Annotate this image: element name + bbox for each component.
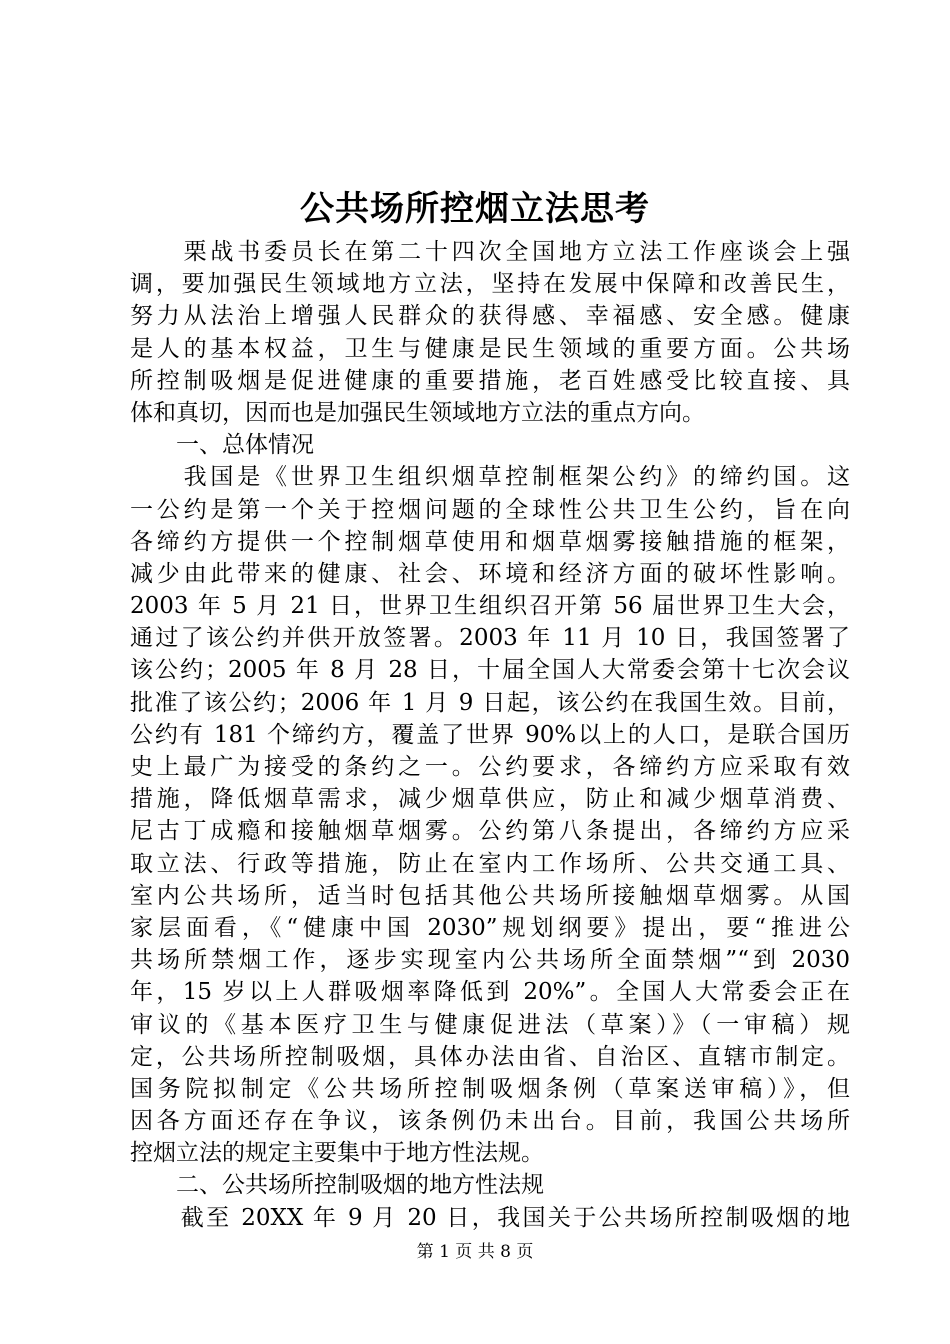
text-line: 我国是《世界卫生组织烟草控制框架公约》的缔约国。这 (130, 464, 850, 491)
text-line: 调，要加强民生领域地方立法，坚持在发展中保障和改善民生， (130, 271, 850, 298)
text-line: 该公约；2005 年 8 月 28 日，十届全国人大常委会第十七次会议 (130, 657, 850, 684)
text-line: 减少由此带来的健康、社会、环境和经济方面的破坏性影响。 (130, 560, 850, 587)
text-line: 史上最广为接受的条约之一。公约要求，各缔约方应采取有效 (130, 754, 850, 780)
text-line: 共场所禁烟工作，逐步实现室内公共场所全面禁烟”“到 2030 (130, 947, 850, 974)
text-line: 2003 年 5 月 21 日，世界卫生组织召开第 56 届世界卫生大会， (130, 593, 850, 620)
text-line: 批准了该公约；2006 年 1 月 9 日起，该公约在我国生效。目前， (130, 689, 850, 716)
text-line: 尼古丁成瘾和接触烟草烟雾。公约第八条提出，各缔约方应采 (130, 818, 850, 845)
text-line: 家层面看，《“健康中国 2030”规划纲要》提出，要“推进公 (130, 914, 850, 941)
text-line: 年，15 岁以上人群吸烟率降低到 20%”。全国人大常委会正在 (130, 979, 850, 1006)
page-footer: 第 1 页 共 8 页 (416, 1242, 534, 1262)
text-line: 公约有 181 个缔约方，覆盖了世界 90%以上的人口，是联合国历 (130, 721, 850, 748)
text-line: 截至 20XX 年 9 月 20 日，我国关于公共场所控制吸烟的地 (130, 1204, 850, 1231)
text-line: 取立法、行政等措施，防止在室内工作场所、公共交通工具、 (130, 850, 850, 877)
text-line: 努力从法治上增强人民群众的获得感、幸福感、安全感。健康 (130, 303, 850, 330)
text-line: 审议的《基本医疗卫生与健康促进法（草案）》（一审稿）规 (130, 1011, 850, 1038)
text-line: 定，公共场所控制吸烟，具体办法由省、自治区、直辖市制定。 (130, 1043, 850, 1070)
text-line: 所控制吸烟是促进健康的重要措施，老百姓感受比较直接、具 (130, 367, 850, 394)
text-line: 一公约是第一个关于控烟问题的全球性公共卫生公约，旨在向 (130, 496, 850, 523)
text-line: 控烟立法的规定主要集中于地方性法规。 (130, 1140, 544, 1167)
text-line: 室内公共场所，适当时包括其他公共场所接触烟草烟雾。从国 (130, 882, 850, 909)
text-line: 措施，降低烟草需求，减少烟草供应，防止和减少烟草消费、 (130, 786, 850, 813)
document-body (130, 236, 850, 1234)
text-line: 通过了该公约并供开放签署。2003 年 11 月 10 日，我国签署了 (130, 625, 850, 652)
text-line: 栗战书委员长在第二十四次全国地方立法工作座谈会上强 (130, 239, 850, 265)
text-line: 各缔约方提供一个控制烟草使用和烟草烟雾接触措施的框架， (130, 528, 850, 555)
text-line: 一、总体情况 (130, 432, 314, 459)
text-line: 二、公共场所控制吸烟的地方性法规 (130, 1172, 544, 1199)
text-line: 是人的基本权益，卫生与健康是民生领域的重要方面。公共场 (130, 335, 850, 362)
text-line: 体和真切，因而也是加强民生领域地方立法的重点方向。 (130, 399, 705, 426)
text-line: 国务院拟制定《公共场所控制吸烟条例（草案送审稿）》，但 (130, 1075, 850, 1102)
text-line: 因各方面还存在争议，该条例仍未出台。目前，我国公共场所 (130, 1108, 850, 1135)
document-title: 公共场所控烟立法思考 (300, 189, 650, 229)
